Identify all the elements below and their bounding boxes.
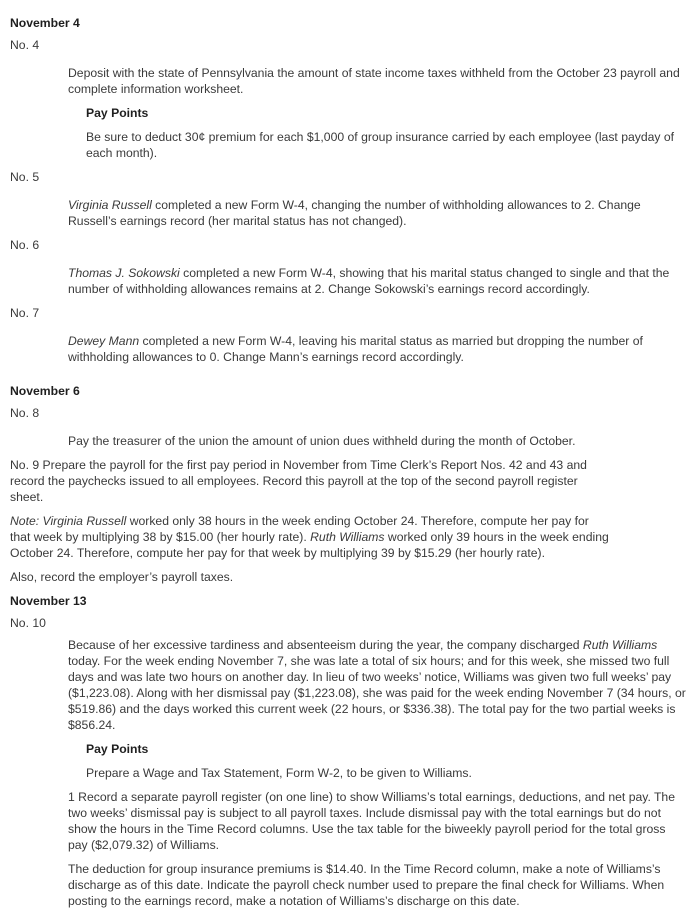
item-label-no4: No. 4 <box>10 38 40 52</box>
pay-points-title-no10: Pay Points <box>86 742 149 756</box>
date-heading-nov6: November 6 <box>10 384 80 398</box>
step-2-text: The deduction for group insurance premiums is $14.40. In the Time Record column, make a note of Williams’s discharge as of this date. Indicate the payroll check number used to prepare the final check for Williams. When posting to the earnings record, make a notation of Williams’s discharge on this date. <box>68 862 665 908</box>
item-body-no5: completed a new Form W-4, changing the number of withholding allowances to 2. Change Russell’s earnings record (her marital status has not changed). <box>68 198 641 228</box>
employee-name-williams-note: Ruth Williams <box>310 530 385 544</box>
item-text-no9: No. 9 Prepare the payroll for the first pay period in November from Time Clerk’s Report Nos. 42 and 43 and record the paychecks issued to all employees. Record this payroll at the top of the second payroll register sheet. <box>10 458 587 504</box>
item-label-no7: No. 7 <box>10 306 40 320</box>
item-text-no4: Deposit with the state of Pennsylvania the amount of state income taxes withheld from the October 23 payroll and complete information worksheet. <box>68 66 680 96</box>
item-text-no5 <box>68 197 686 229</box>
also-text: Also, record the employer’s payroll taxes. <box>10 570 234 584</box>
employee-name-russell-note: Virginia Russell <box>42 514 127 528</box>
date-heading-nov13: November 13 <box>10 594 87 608</box>
item-text-no8: Pay the treasurer of the union the amount of union dues withheld during the month of October. <box>68 434 576 448</box>
item-body-no10-a: Because of her excessive tardiness and absenteeism during the year, the company discharged <box>68 638 583 652</box>
item-label-no5: No. 5 <box>10 170 40 184</box>
document-page <box>10 15 686 917</box>
item-label-no10: No. 10 <box>10 616 46 630</box>
employee-name-mann: Dewey Mann <box>68 334 140 348</box>
pay-points-title-no4: Pay Points <box>86 106 149 120</box>
item-text-no6 <box>68 265 686 297</box>
employee-name-williams: Ruth Williams <box>582 638 658 652</box>
pay-points-text-no10: Prepare a Wage and Tax Statement, Form W-2, to be given to Williams. <box>86 766 472 780</box>
item-label-no8: No. 8 <box>10 406 40 420</box>
note-paragraph <box>10 513 610 561</box>
employee-name-russell: Virginia Russell <box>68 198 152 212</box>
item-text-no10 <box>68 637 686 733</box>
pay-points-text-no4: Be sure to deduct 30¢ premium for each $1,000 of group insurance carried by each employee (last payday of each month). <box>86 130 675 160</box>
note-prefix: Note: <box>10 514 43 528</box>
item-label-no6: No. 6 <box>10 238 40 252</box>
item-body-no6: completed a new Form W-4, showing that his marital status changed to single and that the number of withholding allowances remains at 2. Change Sokowski’s earnings record accordingly. <box>68 266 670 296</box>
step-1-text: 1 Record a separate payroll register (on one line) to show Williams’s total earnings, deductions, and net pay. The two weeks’ dismissal pay is subject to all payroll taxes. Include dismissal pay with the total earnings but do not show the hours in the Time Record columns. Use the tax table for the biweekly payroll period for the total gross pay ($2,079.32) of Williams. <box>68 790 675 852</box>
employee-name-sokowski: Thomas J. Sokowski <box>68 266 180 280</box>
item-body-no7: completed a new Form W-4, leaving his marital status as married but dropping the number of withholding allowances to 0. Change Mann’s earnings record accordingly. <box>68 334 643 364</box>
note-text-1: worked only 38 hours in the week ending October 24. Therefore, compute her pay for that week by multiplying 38 by $15.00 (her hourly rate). <box>10 514 589 544</box>
date-heading-nov4: November 4 <box>10 16 80 30</box>
item-text-no7 <box>68 333 686 365</box>
note-text-2: worked only 39 hours in the week ending October 24. Therefore, compute her pay for that week by multiplying 39 by $15.29 (her hourly rate). <box>10 530 609 560</box>
item-body-no10-b: today. For the week ending November 7, she was late a total of six hours; and for this week, she missed two full days and was late two hours on another day. In lieu of two weeks’ notice, Williams was given two full weeks’ pay ($1,223.08). Along with her dismissal pay ($1,223.08), she was paid for the week ending November 7 (34 hours, or $519.86) and the days worked this current week (22 hours, or $336.38). The total pay for the two partial weeks is $856.24. <box>68 654 686 732</box>
